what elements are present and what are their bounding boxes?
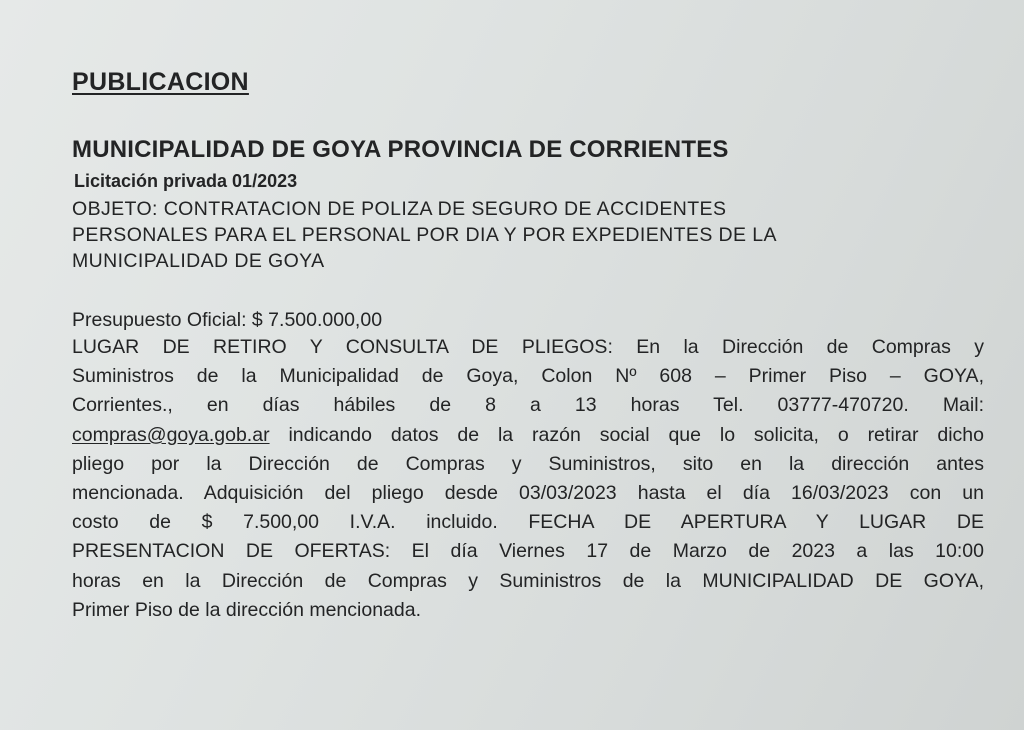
- body-line: PRESENTACION DE OFERTAS: El día Viernes 17 de Marzo de 2023 a las 10:00: [72, 540, 984, 563]
- body-line: LUGAR DE RETIRO Y CONSULTA DE PLIEGOS: En la Dirección de Compras y: [72, 336, 984, 358]
- body-line: mencionada. Adquisición del pliego desde 03/03/2023 hasta el día 16/03/2023 con un: [72, 482, 984, 505]
- email-link[interactable]: compras@goya.gob.ar: [72, 423, 270, 446]
- publication-heading: PUBLICACION: [72, 68, 249, 96]
- object-line: PERSONALES PARA EL PERSONAL POR DIA Y POR EXPEDIENTES DE LA: [72, 224, 777, 246]
- tender-number: Licitación privada 01/2023: [74, 171, 298, 191]
- publication-page: [72, 0, 984, 730]
- body-line: Primer Piso de la dirección mencionada.: [72, 598, 422, 621]
- body-line-rest: indicando datos de la razón social que lo solicita, o retirar dicho: [269, 423, 984, 446]
- organization-title: MUNICIPALIDAD DE GOYA PROVINCIA DE CORRIENTES: [72, 136, 729, 163]
- body-paragraph: [72, 333, 984, 625]
- body-line: pliego por la Dirección de Compras y Suministros, sito en la dirección antes: [72, 452, 984, 475]
- object-line: MUNICIPALIDAD DE GOYA: [72, 250, 325, 272]
- body-line-email: [72, 421, 984, 450]
- body-line: costo de $ 7.500,00 I.V.A. incluido. FECHA DE APERTURA Y LUGAR DE: [72, 511, 984, 534]
- body-line: Corrientes., en días hábiles de 8 a 13 horas Tel. 03777-470720. Mail:: [72, 394, 984, 417]
- body-line: Suministros de la Municipalidad de Goya, Colon Nº 608 – Primer Piso – GOYA,: [72, 365, 984, 388]
- body-line: horas en la Dirección de Compras y Suministros de la MUNICIPALIDAD DE GOYA,: [72, 569, 984, 592]
- object-paragraph: [72, 196, 952, 274]
- official-budget: Presupuesto Oficial: $ 7.500.000,00: [72, 309, 383, 331]
- object-line: OBJETO: CONTRATACION DE POLIZA DE SEGURO DE ACCIDENTES: [72, 198, 727, 220]
